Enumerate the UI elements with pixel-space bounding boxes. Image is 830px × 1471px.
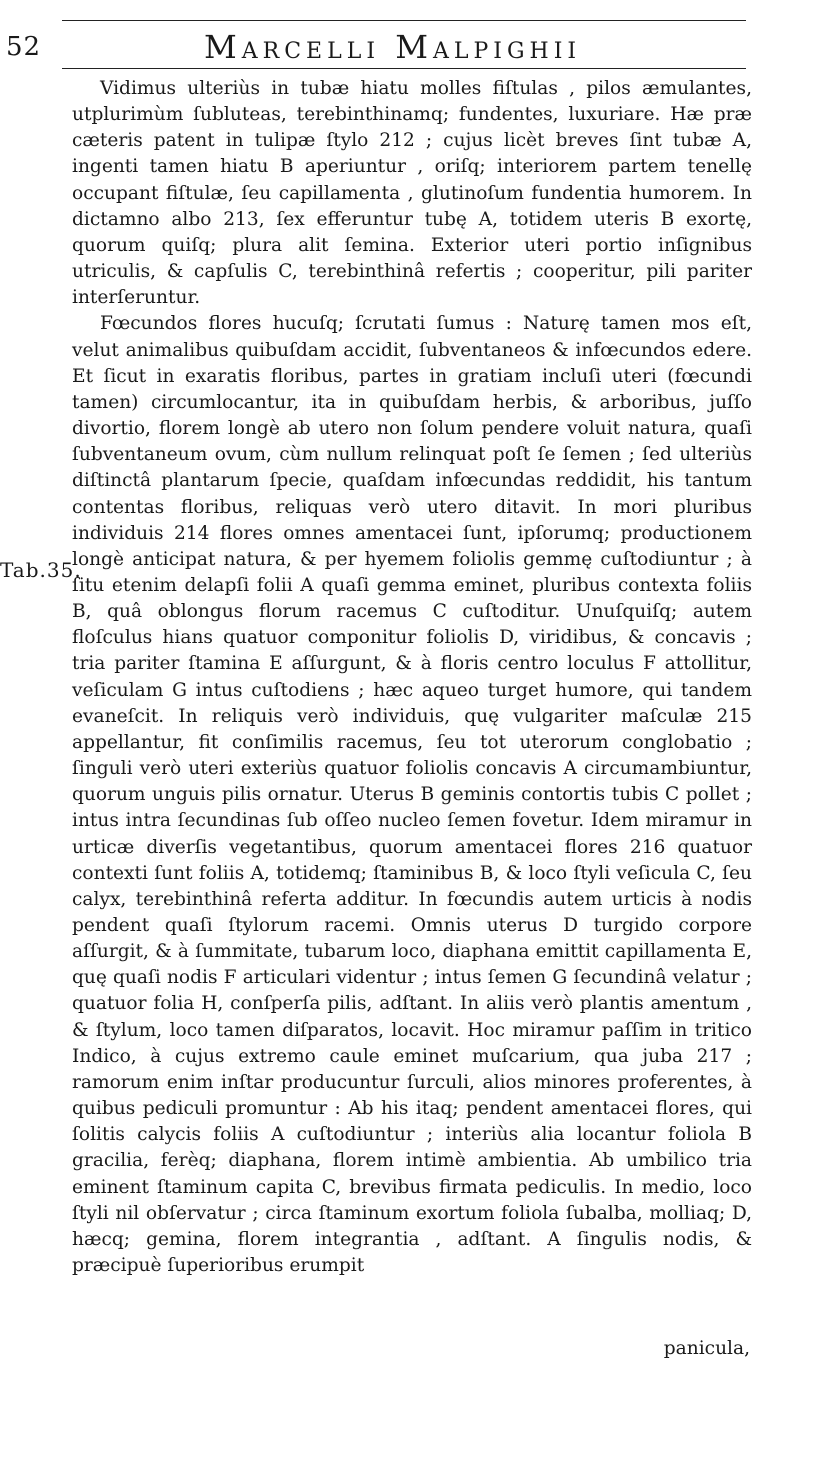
body-text — [72, 76, 752, 1279]
paragraph-1: Vidimus ulteriùs in tubæ hiatu molles fiſtulas , pilos æmulantes, utplurimùm ſubluteas, terebinthinamq; fundentes, luxuriare. Hæ præ cæteris patent in tulipæ ſtylo 212 ; cujus licèt breves ſint tubæ A, ingenti tamen hiatu B aperiuntur , oriſq; interiorem partem tenellę occupant fiſtulæ, ſeu capillamenta , glutinoſum fundentia humorem. In dictamno albo 213, ſex efferuntur tubę A, totidem uteris B exortę, quorum quiſq; plura alit ſemina. Exterior uteri portio inſignibus utriculis, & capſulis C, terebinthinâ refertis ; cooperitur, pili pariter interſeruntur. — [72, 78, 752, 309]
header-rule-bottom — [62, 68, 746, 69]
page-number: 52 — [6, 32, 42, 62]
header-rule-top — [62, 20, 746, 21]
paragraph-2: Fœcundos flores hucuſq; ſcrutati ſumus : Naturę tamen mos eſt, velut animalibus quibuſdam accidit, ſubventaneos & infœcundos edere. Et ſicut in exaratis floribus, partes in gratiam incluſi uteri (fœcundi tamen) circumlocantur, ita in quibuſdam herbis, & arboribus, juſſo divortio, florem longè ab utero non ſolum pendere voluit natura, quaſi ſubventaneum ovum, cùm nullum relinquat poſt ſe ſemen ; ſed ulteriùs diſtinctâ plantarum ſpecie, quaſdam infœcundas reddidit, his tantum contentas floribus, reliquas verò utero ditavit. In mori pluribus individuis 214 flores omnes amentacei ſunt, ipſorumq; productionem longè anticipat natura, & per hyemem foliolis gemmę cuſtodiuntur ; à ſitu etenim delapſi folii A quaſi gemma eminet, pluribus contexta foliis B, quâ oblongus florum racemus C cuſtoditur. Unuſquiſq; autem floſculus hians quatuor componitur foliolis D, viridibus, & concavis ; tria pariter ſtamina E aſſurgunt, & à floris centro loculus F attollitur, veſiculam G intus cuſtodiens ; hæc aqueo turget humore, qui tandem evaneſcit. In reliquis verò individuis, quę vulgariter maſculæ 215 appellantur, fit conſimilis racemus, ſeu tot uterorum conglobatio ; ſinguli verò uteri exteriùs quatuor foliolis concavis A circumambiuntur, quorum unguis pilis ornatur. Uterus B geminis contortis tubis C pollet ; intus intra ſecundinas ſub oſſeo nucleo ſemen fovetur. Idem miramur in urticæ diverſis vegetantibus, quorum amentacei flores 216 quatuor contexti ſunt foliis A, totidemq; ſtaminibus B, & loco ſtyli veſicula C, ſeu calyx, terebinthinâ referta additur. In fœcundis autem urticis à nodis pendent quaſi ſtylorum racemi. Omnis uterus D turgido corpore aſſurgit, & à ſummitate, tubarum loco, diaphana emittit capillamenta E, quę quaſi nodis F articulari videntur ; intus ſemen G ſecundinâ velatur ; quatuor folia H, conſperſa pilis, adſtant. In aliis verò plantis amentum , & ſtylum, loco tamen diſparatos, locavit. Hoc miramur paſſim in tritico Indico, à cujus extremo caule eminet muſcarium, qua juba 217 ; ramorum enim inſtar producuntur ſurculi, alios minores proferentes, à quibus pediculi promuntur : Ab his itaq; pendent amentacei flores, qui ſolitis calycis foliis A cuſtodiuntur ; interiùs alia locantur foliola B gracilia, ferèq; diaphana, florem intimè ambientia. Ab umbilico tria eminent ſtaminum capita C, brevibus firmata pediculis. In medio, loco ſtyli nil obſervatur ; circa ſtaminum exortum foliola ſubalba, molliaq; D, hæcq; gemina, florem integrantia , adſtant. A ſingulis nodis, & præcipuè ſuperioribus erumpit — [72, 313, 752, 1277]
running-head: Marcelli Malpighii — [204, 28, 582, 66]
catchword: panicula, — [663, 1338, 750, 1359]
margin-note: Tab.35. — [0, 558, 82, 582]
